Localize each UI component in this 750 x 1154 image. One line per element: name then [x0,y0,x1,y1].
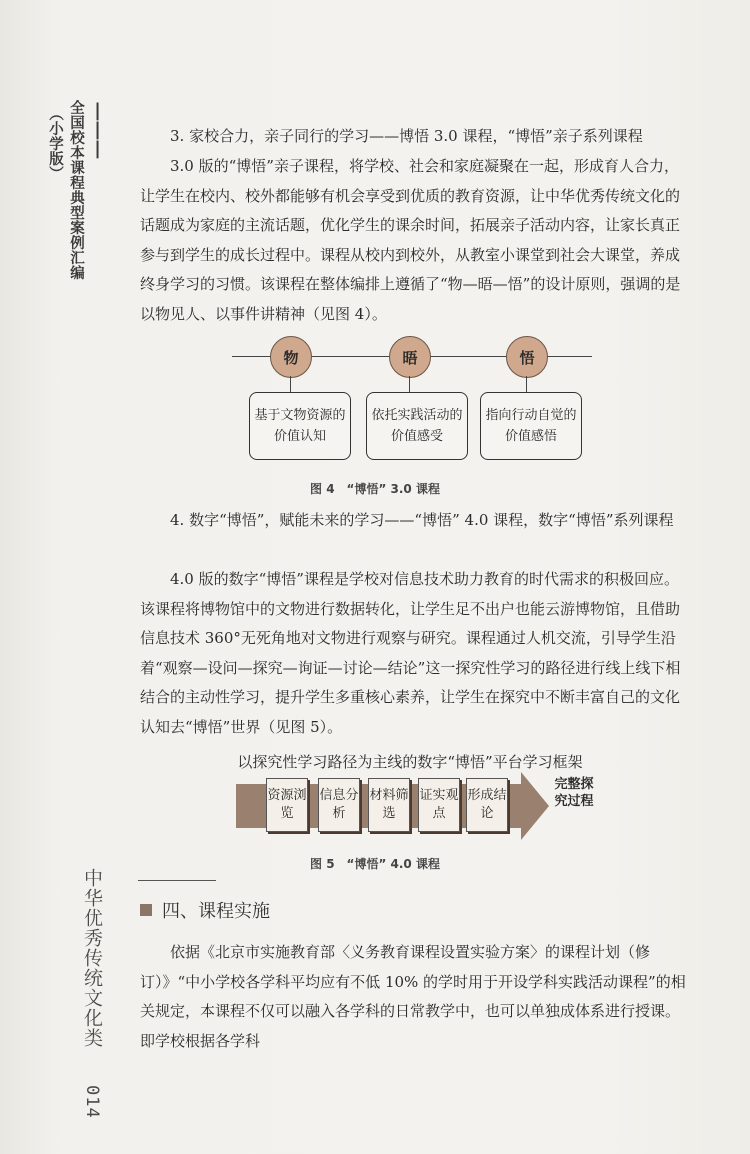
node-stem [409,376,410,392]
series-edition: （小学版） [47,106,63,181]
box-wu: 基于文物资源的价值认知 [249,392,351,460]
section-heading [140,897,270,923]
figure-4-diagram [232,336,592,466]
step-material-screen: 材料筛选 [368,778,410,832]
final-outcome: 完整探究过程 [554,777,594,809]
node-stem [526,376,527,392]
step-info-analysis: 信息分析 [318,778,360,832]
section4-body: 4.0 版的数字“博悟”课程是学校对信息技术助力教育的时代需求的积极回应。该课程将博物馆中的文物进行数据转化，让学生足不出户也能云游博物馆，且借助信息技术 360°无死角地对文物进行观察与研究。课程通过人机交流，引导学生沿着“观察—设问—探究—询证—讨论—结论”这一探究性学习的路径进行线上线下相结合的主动性学习，提升学生多重核心素养，让学生在探究中不断丰富自己的文化认知去“博悟”世界（见图 5）。 [140,570,681,736]
node-stem [290,376,291,392]
section3-body: 3.0 版的“博悟”亲子课程，将学校、社会和家庭凝聚在一起，形成育人合力，让学生在校内、校外都能够有机会享受到优质的教育资源，让中华优秀传统文化的话题成为家庭的主流话题，优化学生的课余时间，拓展亲子活动内容，让家长真正参与到学生的成长过程中。课程从校内到校外，从教室小课堂到社会大课堂，养成终身学习的习惯。该课程在整体编排上遵循了“物—晤—悟”的设计原则，强调的是以物见人、以事件讲精神（见图 4）。 [140,157,681,323]
category-label: 中华优秀传统文化类 [81,868,103,1048]
figure-5-title: 以探究性学习路径为主线的数字“博悟”平台学习框架 [237,753,583,771]
section-square-icon [140,904,152,916]
section-title: 四、课程实施 [162,901,270,922]
section-four-body: 依据《北京市实施教育部〈义务教育课程设置实验方案〉的课程计划（修订）》“中小学校各学科平均应有不低 10% 的学时用于开设学科实践活动课程”的相关规定，本课程不仅可以融入各学科的日常教学中，也可以单独成体系进行授课。即学校根据各学科 [140,943,686,1050]
category-sidebar [80,868,106,1119]
section-divider [138,880,216,881]
node-wu-enlighten: 悟 [506,336,548,378]
section3-heading: 3. 家校合力，亲子同行的学习——博悟 3.0 课程，“博悟”亲子系列课程 [170,127,643,145]
series-sidebar [47,100,108,280]
series-mark: ||| [87,100,108,157]
node-wu: 物 [270,336,312,378]
step-verify-view: 证实观点 [418,778,460,832]
box-wu-enlighten: 指向行动自觉的价值感悟 [480,392,582,460]
process-arrow-head [521,772,549,840]
step-resource-browse: 资源浏览 [266,778,308,832]
box-wu-meet: 依托实践活动的价值感受 [366,392,468,460]
step-form-conclusion: 形成结论 [466,778,508,832]
series-title: 全国校本课程典型案例汇编 [68,100,84,280]
figure-5-caption: 图 5 “博悟” 4.0 课程 [310,857,440,871]
figure-5-diagram [236,772,596,838]
node-wu-meet: 晤 [389,336,431,378]
page-number: 014 [82,1085,102,1119]
figure-4-caption: 图 4 “博悟” 3.0 课程 [310,482,440,496]
section4-heading: 4. 数字“博悟”，赋能未来的学习——“博悟” 4.0 课程，数字“博悟”系列课程 [170,511,674,529]
